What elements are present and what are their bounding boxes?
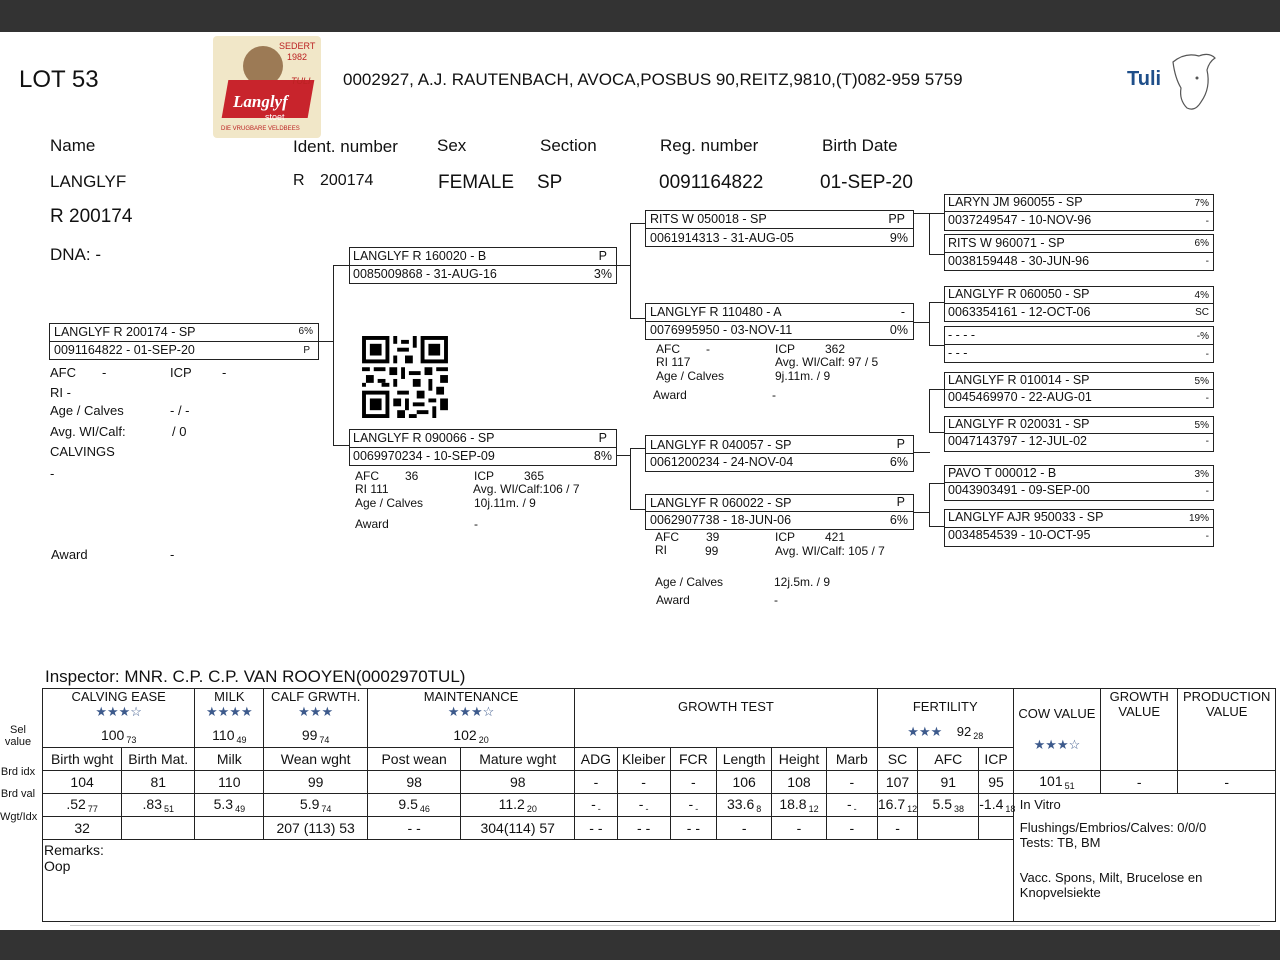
wgt-idx-cell: - - [670, 816, 717, 839]
pedigree-box-ggp-1[interactable]: LARYN JM 960055 - SP 7% 0037249547 - 10-NOV-96 - [944, 194, 1214, 231]
animal-sex: FEMALE [438, 172, 515, 193]
animal-ident-number: 200174 [320, 172, 374, 189]
bottom-bar [0, 930, 1280, 960]
brd-idx-cell: - [670, 770, 717, 793]
pedigree-line [929, 432, 944, 433]
col-header: Length [717, 747, 772, 770]
brd-idx-cell: - [617, 770, 670, 793]
vaccinations: Vacc. Spons, Milt, Brucelose en Knopvelsiekte [1019, 870, 1203, 900]
dna: DNA: - [50, 245, 101, 264]
animal-birth: 01-SEP-20 [820, 172, 913, 193]
calvings-label: CALVINGS [50, 444, 115, 459]
group-growth-test: GROWTH TEST [575, 689, 878, 748]
group-fertility: FERTILITY ★★★ 92 $_{28}$ [877, 689, 1013, 748]
calf-growth-stars: ★★★ [298, 704, 334, 719]
pedigree-line [333, 265, 349, 266]
remarks-text: Oop [44, 857, 71, 874]
sel-calf-growth: 99 $_{74}$ [264, 725, 368, 748]
brd-val-cell: 18.8 $_{12}$ [772, 793, 827, 816]
pedigree-line [929, 483, 944, 484]
breeder-info: 0002927, A.J. RAUTENBACH, AVOCA,POSBUS 90,REITZ,9810,(T)082-959 5759 [343, 70, 963, 89]
wgt-idx-cell: - [826, 816, 877, 839]
pedigree-line [914, 322, 930, 323]
brd-val-cell: - $_-$ [575, 793, 618, 816]
wgt-idx-cell: - [877, 816, 918, 839]
group-growth-value: GROWTH VALUE [1101, 689, 1178, 771]
col-header: Post wean [367, 747, 460, 770]
label-sex: Sex [437, 136, 467, 155]
qr-code-icon [361, 336, 449, 418]
pedigree-line [333, 445, 349, 446]
wgt-idx-cell [979, 816, 1014, 839]
brd-val-cell: -1.4 $_{18}$ [979, 793, 1014, 816]
self-age-label: Age / Calves [50, 403, 124, 418]
animal-section: SP [537, 172, 563, 193]
pedigree-line [929, 213, 930, 255]
pedigree-line [929, 389, 944, 390]
wgt-idx-cell [918, 816, 979, 839]
gp4-award: - [774, 593, 778, 607]
gp4-wi: Avg. WI/Calf: 105 / 7 [775, 544, 885, 558]
wgt-idx-cell: - [717, 816, 772, 839]
brd-val-cell: - $_-$ [670, 793, 717, 816]
pedigree-box-ggp-2[interactable]: RITS W 960071 - SP 6% 0038159448 - 30-JUN-96 - [944, 234, 1214, 271]
group-maintenance: MAINTENANCE ★★★☆ [367, 689, 574, 725]
pedigree-line [929, 254, 944, 255]
breeding-value-table [42, 688, 1276, 922]
calvings-value: - [50, 466, 55, 481]
col-header: Birth wght [43, 747, 122, 770]
gp2-ri: RI 117 [656, 355, 691, 369]
self-afc-label: AFC [50, 365, 76, 380]
wgt-idx-cell: - - [367, 816, 460, 839]
dam-wi: Avg. WI/Calf:106 / 7 [473, 482, 580, 496]
brd-val-cell: 9.5 $_{46}$ [367, 793, 460, 816]
brd-idx-cell: 106 [717, 770, 772, 793]
inspector: Inspector: MNR. C.P. C.P. VAN ROOYEN(0002970TUL) [45, 667, 466, 686]
pedigree-line [929, 526, 944, 527]
gp4-icp-label: ICP [775, 530, 796, 544]
pedigree-box-gp-4[interactable]: LANGLYF R 060022 - SP P 0062907738 - 18-JUN-06 6% [645, 494, 914, 530]
sel-calving-ease: 100 $_{73}$ [43, 725, 195, 748]
brd-idx-cell: - [826, 770, 877, 793]
label-section: Section [540, 136, 597, 155]
milk-stars: ★★★★ [206, 704, 253, 719]
brd-idx-cell: 98 [461, 770, 575, 793]
label-birth: Birth Date [822, 136, 898, 155]
in-vitro: In Vitro [1013, 793, 1275, 816]
self-icp: - [222, 365, 227, 380]
remarks-label: Remarks: [44, 841, 104, 858]
tests: Tests: TB, BM [1019, 835, 1101, 850]
col-header: Height [772, 747, 827, 770]
pedigree-box-sire[interactable]: LANGLYF R 160020 - B P 0085009868 - 31-AUG-16 3% [349, 247, 617, 284]
brd-val-cell: - $_-$ [826, 793, 877, 816]
pedigree-line [929, 389, 930, 433]
pedigree-box-gp-2[interactable]: LANGLYF R 110480 - A - 0076995950 - 03-NOV-11 0% [645, 303, 914, 340]
extra-info [1013, 816, 1275, 921]
dam-award: - [474, 517, 478, 531]
gp2-wi: Avg. WI/Calf: 97 / 5 [775, 355, 879, 369]
animal-reg: 0091164822 [659, 172, 764, 193]
gp2-afc: - [706, 342, 710, 356]
wgt-idx-cell: 32 [43, 816, 122, 839]
pedigree-line [914, 213, 930, 214]
brd-val-cell: 16.7 $_{12}$ [877, 793, 918, 816]
gp2-award-label: Award [653, 388, 687, 402]
self-age: - / - [170, 403, 190, 418]
gp2-icp-label: ICP [775, 342, 796, 356]
pedigree-line [617, 455, 631, 456]
self-icp-label: ICP [170, 365, 192, 380]
col-header: Mature wght [461, 747, 575, 770]
pedigree-box-self[interactable]: LANGLYF R 200174 - SP 6% 0091164822 - 01-SEP-20 P [49, 323, 319, 360]
remarks [43, 839, 1014, 921]
gp2-age-label: Age / Calves [656, 369, 725, 383]
cow-value-idx: 101 $_{51}$ [1013, 770, 1100, 793]
pedigree-line [630, 223, 631, 319]
maintenance-stars: ★★★☆ [447, 704, 495, 719]
label-name: Name [50, 136, 96, 155]
sel-maintenance: 102 $_{20}$ [367, 725, 574, 748]
pedigree-line [929, 483, 930, 527]
gp4-age: 12j.5m. / 9 [774, 575, 831, 589]
gp4-afc-label: AFC [655, 530, 679, 544]
gp4-age-label: Age / Calves [655, 575, 724, 589]
brd-idx-cell: 104 [43, 770, 122, 793]
brd-val-cell: 5.9 $_{74}$ [264, 793, 368, 816]
cow-value-stars: ★★★☆ [1033, 736, 1081, 752]
pedigree-line [929, 345, 944, 346]
pedigree-box-gp-3[interactable]: LANGLYF R 040057 - SP P 0061200234 - 24-NOV-04 6% [645, 435, 914, 472]
label-ident: Ident. number [293, 137, 398, 156]
pedigree-line [318, 341, 334, 342]
wgt-idx-cell: 304(114) 57 [461, 816, 575, 839]
brd-idx-cell: 91 [918, 770, 979, 793]
col-header: ICP [979, 747, 1014, 770]
dam-icp: 365 [524, 469, 545, 483]
self-ri: RI - [50, 385, 71, 400]
pedigree-box-ggp-6[interactable]: LANGLYF R 020031 - SP 5% 0047143797 - 12-JUL-02 - [944, 416, 1214, 452]
self-afc: - [102, 365, 107, 380]
brd-val-cell: 11.2 $_{20}$ [461, 793, 575, 816]
dam-afc: 36 [405, 469, 419, 483]
gp4-ri: 99 [705, 544, 719, 558]
flushings: Flushings/Embrios/Calves: 0/0/0 [1019, 820, 1207, 835]
self-award: - [170, 547, 175, 562]
dam-afc-label: AFC [355, 469, 379, 483]
brd-idx-cell: 98 [367, 770, 460, 793]
dam-ri: RI 111 [355, 482, 389, 496]
brd-val-cell: 5.5 $_{38}$ [918, 793, 979, 816]
brd-idx-cell: 107 [877, 770, 918, 793]
row-label-sel-value: Sel value [4, 724, 32, 748]
gp2-award: - [772, 388, 776, 402]
wgt-idx-cell: - - [575, 816, 618, 839]
gp4-afc: 39 [706, 530, 720, 544]
pedigree-line [630, 223, 645, 224]
tuli-logo: Tuli [1125, 48, 1217, 116]
pedigree-line [914, 512, 930, 513]
col-header: Wean wght [264, 747, 368, 770]
pedigree-line [929, 213, 944, 214]
pedigree-line [630, 448, 645, 449]
brd-idx-cell: 99 [264, 770, 368, 793]
group-milk: MILK ★★★★ [195, 689, 264, 725]
gp4-ri-label: RI [655, 543, 667, 557]
langlyf-logo: SEDERT 1982 TULI Langlyf stoet DIE VRUGBARE VELDBEES [213, 36, 321, 138]
pedigree-box-gp-1[interactable]: RITS W 050018 - SP PP 0061914313 - 31-AUG-05 9% [645, 210, 914, 247]
pedigree-line [914, 452, 930, 453]
gp2-afc-label: AFC [656, 342, 680, 356]
wgt-idx-cell [122, 816, 195, 839]
col-header: Milk [195, 747, 264, 770]
brd-val-cell: .52 $_{77}$ [43, 793, 122, 816]
dam-age: 10j.11m. / 9 [474, 496, 536, 510]
fertility-stars: ★★★ [907, 724, 943, 739]
col-header: AFC [918, 747, 979, 770]
pedigree-box-ggp-3[interactable]: LANGLYF R 060050 - SP 4% 0063354161 - 12-OCT-06 SC [944, 286, 1214, 322]
lot-number: LOT 53 [19, 66, 99, 93]
row-label-brd-idx: Brd idx [0, 766, 36, 778]
pedigree-line [333, 265, 334, 446]
col-header: Birth Mat. [122, 747, 195, 770]
wgt-idx-cell: - - [617, 816, 670, 839]
brd-idx-cell: 110 [195, 770, 264, 793]
pedigree-line [617, 265, 631, 266]
brd-val-cell: - $_-$ [617, 793, 670, 816]
footer-rule [70, 925, 1260, 926]
animal-big-id: R 200174 [50, 206, 133, 227]
pedigree-box-ggp-5[interactable]: LANGLYF R 010014 - SP 5% 0045469970 - 22-AUG-01 - [944, 372, 1214, 408]
pedigree-line [929, 302, 930, 346]
col-header: Marb [826, 747, 877, 770]
col-header: FCR [670, 747, 717, 770]
wgt-idx-cell: - [772, 816, 827, 839]
group-production-value: PRODUCTION VALUE [1178, 689, 1276, 771]
row-label-wgt-idx: Wgt/Idx [0, 811, 38, 823]
animal-ident-prefix: R [293, 172, 305, 189]
brd-val-cell: .83 $_{51}$ [122, 793, 195, 816]
growth-value-idx: - [1101, 770, 1178, 793]
self-wi: / 0 [172, 424, 187, 439]
pedigree-line [630, 448, 631, 510]
pedigree-box-dam[interactable]: LANGLYF R 090066 - SP P 0069970234 - 10-SEP-09 8% [349, 429, 617, 466]
pedigree-box-ggp-4[interactable]: - - - - -% - - - - [944, 326, 1214, 363]
dam-age-label: Age / Calves [355, 496, 424, 510]
gp2-age: 9j.11m. / 9 [775, 369, 831, 383]
gp4-award-label: Award [656, 593, 690, 607]
gp2-icp: 362 [825, 342, 846, 356]
brd-idx-cell: - [575, 770, 618, 793]
brd-idx-cell: 108 [772, 770, 827, 793]
self-award-label: Award [51, 547, 88, 562]
top-bar [0, 0, 1280, 32]
pedigree-line [929, 302, 944, 303]
wgt-idx-cell: 207 (113) 53 [264, 816, 368, 839]
group-calf-growth: CALF GRWTH. ★★★ [264, 689, 368, 725]
pedigree-line [630, 509, 645, 510]
col-header: SC [877, 747, 918, 770]
group-cow-value: COW VALUE ★★★☆ [1013, 689, 1100, 771]
dam-icp-label: ICP [474, 469, 495, 483]
calving-ease-stars: ★★★☆ [95, 704, 142, 719]
sel-milk: 110 $_{49}$ [195, 725, 264, 748]
animal-name: LANGLYF [50, 172, 127, 191]
wgt-idx-cell [195, 816, 264, 839]
gp4-icp: 421 [825, 530, 846, 544]
row-label-brd-val: Brd val [0, 788, 36, 800]
brd-val-cell: 5.3 $_{49}$ [195, 793, 264, 816]
self-wi-label: Avg. WI/Calf: [50, 424, 126, 439]
dam-award-label: Award [355, 517, 389, 531]
col-header: Kleiber [617, 747, 670, 770]
col-header: ADG [575, 747, 618, 770]
brd-val-cell: 33.6 $_8$ [717, 793, 772, 816]
pedigree-box-ggp-8[interactable]: LANGLYF AJR 950033 - SP 19% 0034854539 - 10-OCT-95 - [944, 509, 1214, 547]
group-calving-ease: CALVING EASE ★★★☆ [43, 689, 195, 725]
pedigree-line [630, 318, 645, 319]
brd-idx-cell: 81 [122, 770, 195, 793]
label-reg: Reg. number [660, 136, 759, 155]
pedigree-box-ggp-7[interactable]: PAVO T 000012 - B 3% 0043903491 - 09-SEP-00 - [944, 465, 1214, 501]
production-value-idx: - [1178, 770, 1276, 793]
brd-idx-cell: 95 [979, 770, 1014, 793]
